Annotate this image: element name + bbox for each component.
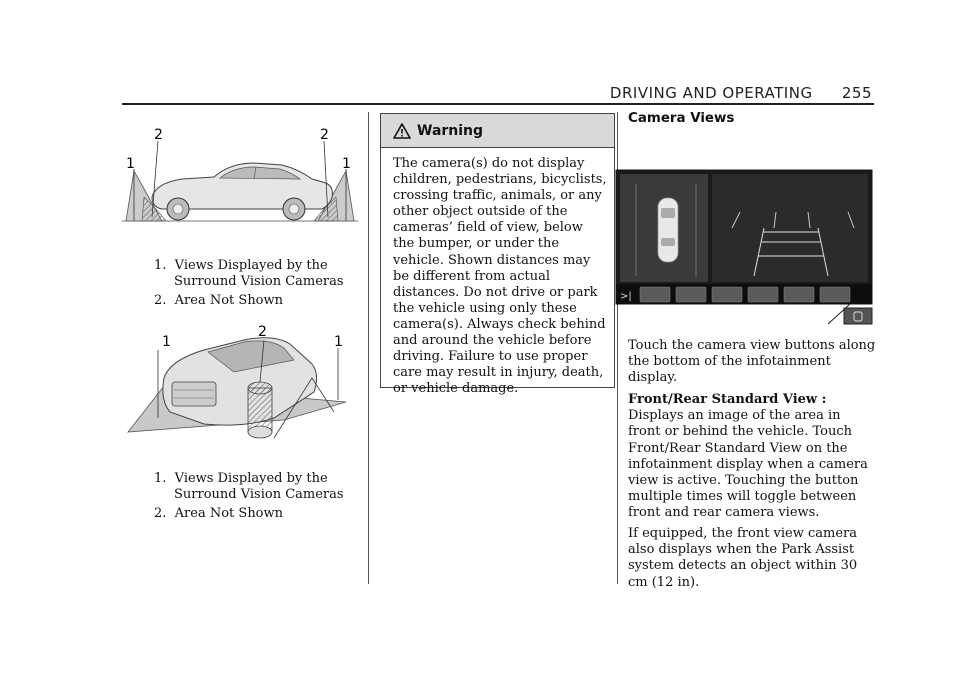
legend-item: 1. Views Displayed by the Surround Vision Cameras	[154, 471, 344, 502]
header-rule	[122, 103, 874, 105]
surround-vision-perspective-diagram	[124, 320, 358, 442]
camera-view-display-illustration	[614, 168, 874, 330]
warning-text: The camera(s) do not display children, pedestrians, bicyclists, crossing traffic, animals, or any other object outside of the cameras’ field of view, below the bumper, or under the vehicle. Shown distances may be different from actual distances. Do not drive or park the vehicle using only these camera(s). Always check behind and around the vehicle before driving. Failure to use proper care may result in injury, death, or vehicle damage.	[393, 156, 607, 397]
callout-2-left: 2	[154, 127, 163, 143]
section-title: DRIVING AND OPERATING	[609, 84, 813, 102]
legend-item: 2. Area Not Shown	[154, 293, 284, 308]
warning-triangle-icon	[393, 123, 411, 139]
callout-2-right: 2	[320, 127, 329, 143]
page-header	[610, 84, 872, 102]
camera-views-heading: Camera Views	[628, 111, 735, 126]
front-rear-standard-view-text: Displays an image of the area in front or behind the vehicle. Touch Front/Rear Standard View on the infotainment display when a camera view is active. Touching the button multiple times will toggle between front and rear camera views.	[628, 408, 868, 521]
column-divider-left	[368, 112, 369, 584]
figure2-legend	[154, 471, 364, 525]
warning-header	[381, 114, 614, 148]
callout-2: 2	[258, 324, 267, 340]
front-rear-standard-view-label: Front/Rear Standard View :	[628, 392, 827, 407]
page-number: 255	[841, 84, 872, 102]
legend-item: 1. Views Displayed by the Surround Vision Cameras	[154, 258, 344, 289]
surround-vision-side-diagram	[122, 125, 358, 227]
warning-title: Warning	[417, 122, 484, 139]
callout-1-right: 1	[342, 156, 351, 172]
figure1-legend	[154, 258, 364, 312]
callout-1-right: 1	[334, 334, 343, 350]
camera-views-intro: Touch the camera view buttons along the bottom of the infotainment display.	[628, 338, 876, 386]
legend-item: 2. Area Not Shown	[154, 506, 284, 521]
warning-box	[380, 113, 615, 397]
callout-1-left: 1	[162, 334, 171, 350]
front-camera-note: If equipped, the front view camera also displays when the Park Assist system detects an object within 30 cm (12 in).	[628, 526, 858, 590]
front-rear-standard-view-paragraph	[628, 392, 876, 522]
callout-1-left: 1	[126, 156, 135, 172]
svg-text:>|: >|	[620, 291, 632, 302]
